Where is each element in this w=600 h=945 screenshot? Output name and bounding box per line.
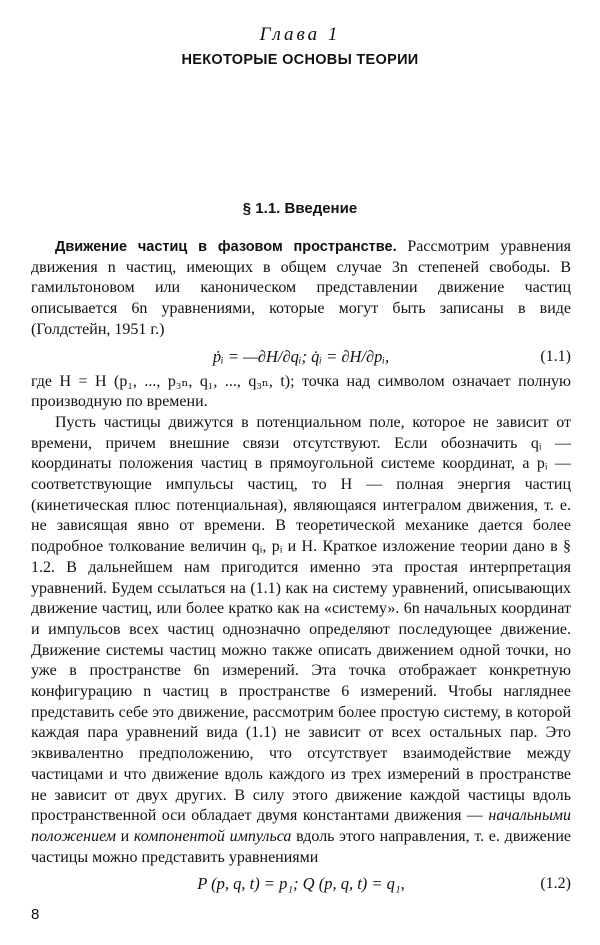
chapter-label: Глава 1 [259, 24, 341, 45]
emphasis-momentum-component: компонентой импульса [133, 827, 292, 845]
paragraph-1-text: Рассмотрим уравнения движения n частиц, имеющих в общем случае 3n степеней свободы. В гамильтоновом или каноническом представлении движение частиц описывается 6n уравнениями, которые могут быть записаны в виде (Голдстейн, 1951 г.) [31, 238, 572, 338]
paragraph-1 [31, 237, 571, 341]
paragraph-2: где H = H (p₁, ..., p₃ₙ, q₁, ..., q₃ₙ, t); точка над символом означает полную производную по времени. [31, 372, 571, 411]
equation-1-1 [31, 341, 571, 372]
equation-1-2 [31, 868, 571, 899]
section-title: § 1.1. Введение [242, 200, 358, 217]
chapter-title: НЕКОТОРЫЕ ОСНОВЫ ТЕОРИИ [181, 52, 419, 68]
equation-number: (1.1) [540, 347, 571, 365]
page-number: 8 [31, 906, 40, 923]
equation-formula: ṗᵢ = —∂H/∂qᵢ; q̇ᵢ = ∂H/∂pᵢ, [212, 346, 390, 366]
emphasis-initial-position: начальными положением [31, 807, 571, 845]
paragraph-lead-heading: Движение частиц в фазовом пространстве. [55, 239, 397, 255]
conjunction: и [116, 827, 134, 845]
equation-number: (1.2) [540, 875, 571, 893]
equation-formula: P (p, q, t) = p₁; Q (p, q, t) = q₁, [197, 874, 405, 894]
paragraph-3 [31, 413, 571, 868]
paragraph-3-text-b: вдоль этого направления, т. е. движение частицы можно представить уравнениями [31, 827, 572, 866]
paragraph-3-text-a: Пусть частицы движутся в потенциальном поле, которое не зависит от времени, причем внешние связи отсутствуют. Если обозначить qᵢ — координаты положения частиц в прямоугольной системе координат, а pᵢ — соответствующие импульсы частиц, то H — полная энергия частиц (кинетическая плюс потенциальная), являющаяся интегралом движения, т. е. не зависящая явно от времени. В теоретической механике дается более подробное толкование величин qᵢ, pᵢ и H. Краткое изложение теории дано в § 1.2. В дальнейшем нам пригодится именно эта простая интерпретация уравнений. Будем ссылаться на (1.1) как на систему уравнений, описывающих движение частиц, или более кратко как на «систему». 6n начальных координат и импульсов всех частиц однозначно определяют последующее движение. Движение системы частиц можно также описать движением одной точки, но уже в пространстве 6n измерений. Эта точка отображает конкретную конфигурацию n частиц в пространстве 6 измерений. Чтобы нагляднее представить себе это движение, рассмотрим более простую систему, в которой каждая пара уравнений вида (1.1) не зависит от всех остальных пар. Это эквивалентно предположению, что отсутствует взаимодействие между частицами и что движение вдоль каждого из трех измерений в пространстве не зависит от двух других. В силу этого движение каждой частицы вдоль пространственной оси обладает двумя константами движения — [31, 413, 571, 825]
body-text [31, 237, 571, 899]
